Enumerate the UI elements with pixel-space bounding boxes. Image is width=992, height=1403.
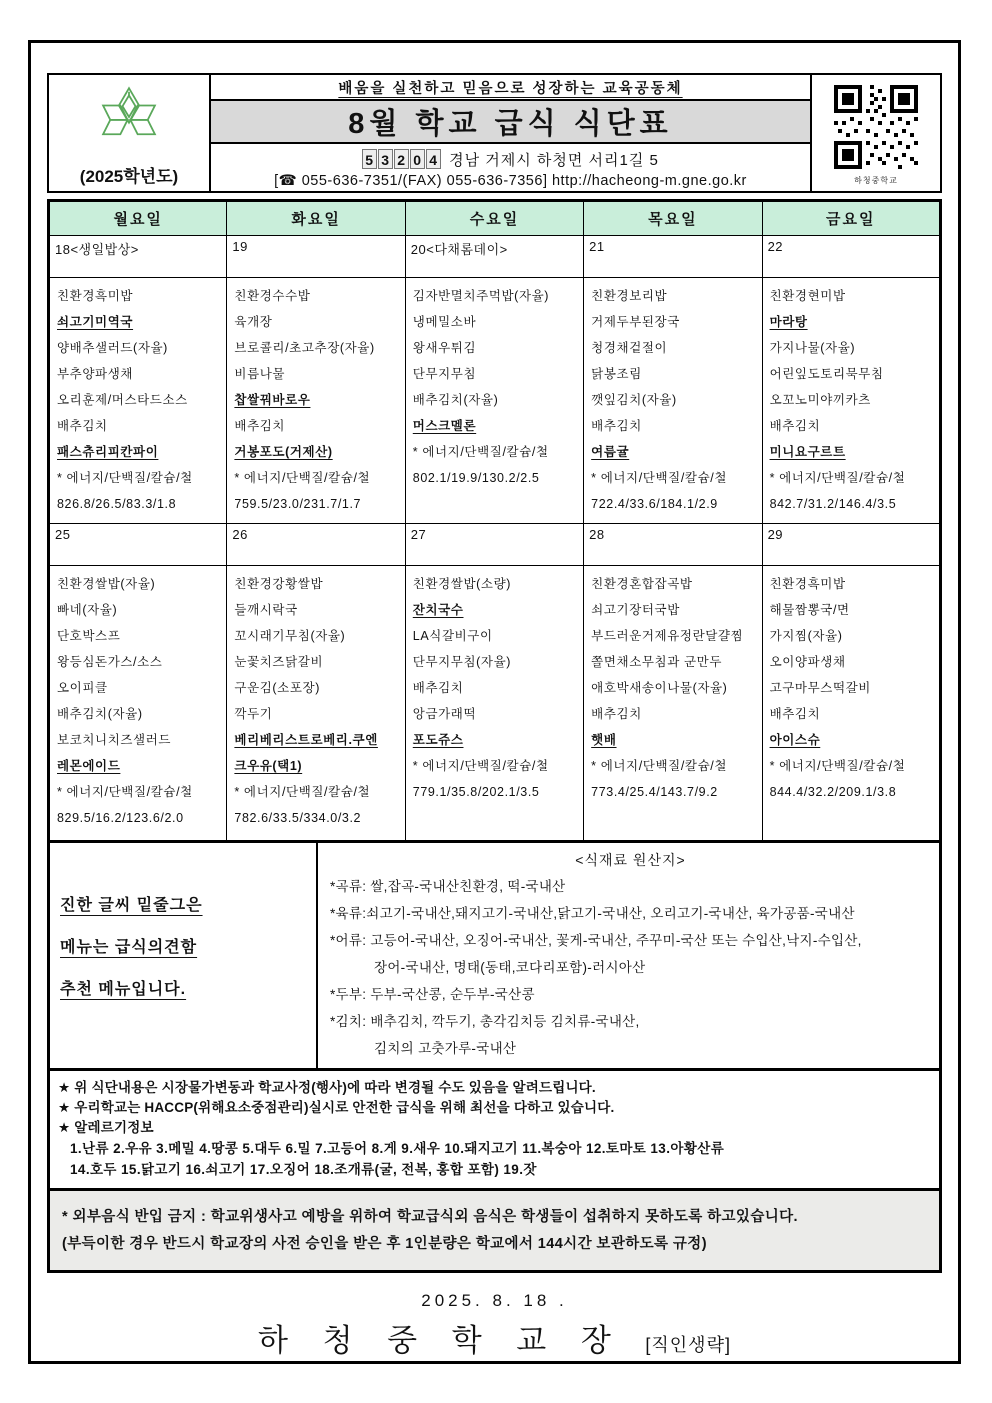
menu-item-recommended: 찹쌀꿔바로우 [234,393,311,407]
menu-table [47,199,942,843]
menu-item: 왕새우튀김 [412,341,477,355]
header-center [211,75,810,191]
warning-line-2: (부득이한 경우 반드시 학교장의 사전 승인을 받은 후 1인분량은 학교에서 144시간 보관하도록 규정) [62,1236,707,1252]
postal-digit: 0 [410,149,425,169]
origin-line: *두부: 두부-국산콩, 순두부-국산콩 [330,987,535,1002]
stamp-omitted-note: [직인생략] [645,1335,731,1355]
menu-item: 773.4/25.4/143.7/9.2 [591,785,718,799]
qr-caption: 하청중학교 [854,175,898,185]
menu-item: 애호박새송이나물(자율) [591,681,728,695]
menu-item: 친환경흑미밥 [769,577,846,591]
menu-item-recommended: 크우유(택1) [234,759,303,773]
menu-item: 쇠고기장터국밥 [591,603,680,617]
origin-line: 장어-국내산, 명태(동태,코다리포함)-러시아산 [374,960,646,975]
menu-item-recommended: 아이스슈 [769,733,821,747]
menu-item: 왕등심돈가스/소스 [57,655,163,669]
origin-line: 김치의 고춧가루-국내산 [374,1041,517,1056]
menu-item: * 에너지/단백질/칼슘/철 [769,471,906,485]
date-cell: 21 [584,236,762,278]
date-cell: 19 [227,236,405,278]
warning-line-1: * 외부음식 반입 금지 : 학교위생사고 예방을 위하여 학교급식외 음식은 학생들이 섭취하지 못하도록 하고있습니다. [62,1209,798,1225]
menu-item: 802.1/19.9/130.2/2.5 [412,471,540,485]
menu-item: 842.7/31.2/146.4/3.5 [769,497,897,511]
note-line: 추천 메뉴입니다. [60,981,187,998]
menu-cell [584,278,762,524]
menu-item: 759.5/23.0/231.7/1.7 [234,497,362,511]
menu-item: * 에너지/단백질/칼슘/철 [57,785,193,799]
menu-item: 배추김치 [591,419,642,433]
menu-item: 친환경현미밥 [769,289,846,303]
menu-item-recommended: 레몬에이드 [57,759,121,773]
origin-details [318,843,939,1068]
school-slogan: 배움을 실천하고 믿음으로 성장하는 교육공동체 [338,80,683,97]
menu-item: * 에너지/단백질/칼슘/철 [591,471,728,485]
menu-item: 해물짬뽕국/면 [769,603,850,617]
day-header: 수요일 [405,201,583,236]
menu-item: 배추김치 [234,419,286,433]
menu-item-recommended: 머스크멜론 [412,419,477,433]
menu-cell [227,566,405,842]
menu-item: 깻잎김치(자율) [591,393,677,407]
menu-cell [49,278,227,524]
menu-item: 오이양파생채 [769,655,846,669]
menu-item: 배추김치 [412,681,464,695]
menu-item: 배추김치 [769,419,821,433]
menu-item: 782.6/33.5/334.0/3.2 [234,811,362,825]
menu-item: 고구마무스떡갈비 [769,681,871,695]
menu-item: 들깨시락국 [234,603,298,617]
menu-item-recommended: 잔치국수 [412,603,464,617]
menu-item: 배추김치(자율) [57,707,143,721]
address-text: 경남 거제시 하청면 서리1길 5 [449,151,659,169]
menu-item: 비름나물 [234,367,286,381]
day-header-row [49,201,941,236]
menu-item: * 에너지/단백질/칼슘/철 [591,759,728,773]
page-title: 8월 학교 급식 식단표 [211,99,810,144]
menu-item: 냉메밀소바 [412,315,477,329]
menu-item: 배추김치 [591,707,642,721]
menu-item: 부드러운거제유정란달걀찜 [591,629,744,643]
menu-item: 829.5/16.2/123.6/2.0 [57,811,184,825]
postal-digit: 2 [394,149,409,169]
recommended-menu-note [50,843,318,1068]
notices-section [47,1071,942,1191]
date-cell: 29 [762,524,940,566]
signature-date: 2025. 8. 18 . [421,1291,568,1310]
menu-item: 친환경흑미밥 [57,289,134,303]
menu-item: 김자반멸치주먹밥(자율) [412,289,550,303]
date-cell: 27 [405,524,583,566]
date-cell: 20<다채롬데이> [405,236,583,278]
menu-item: 보코치니치즈샐러드 [57,733,172,747]
origin-line: *육류:쇠고기-국내산,돼지고기-국내산,닭고기-국내산, 오리고기-국내산, 육가공품-국내산 [330,906,855,921]
menu-item: 꼬시래기무침(자율) [234,629,346,643]
menu-item: 육개장 [234,315,273,329]
menu-item: 쫄면채소무침과 군만두 [591,655,722,669]
menu-item: 722.4/33.6/184.1/2.9 [591,497,718,511]
menu-item-recommended: 패스츄리피칸파이 [57,445,159,459]
menu-item: * 에너지/단백질/칼슘/철 [769,759,906,773]
menu-item: * 에너지/단백질/칼슘/철 [57,471,193,485]
date-cell: 28 [584,524,762,566]
menu-item: 빠네(자율) [57,603,118,617]
menu-cell [227,278,405,524]
date-cell: 25 [49,524,227,566]
menu-row [49,278,941,524]
origin-line: *김치: 배추김치, 깍두기, 총각김치등 김치류-국내산, [330,1014,640,1029]
origin-section [47,843,942,1071]
school-year-label: (2025학년도) [79,167,179,186]
school-logo-icon [93,86,165,148]
menu-item-recommended: 미니요구르트 [769,445,846,459]
menu-cell [405,278,583,524]
menu-item: 부추양파생채 [57,367,134,381]
qr-code-icon [830,81,922,173]
menu-item: 친환경쌀밥(소량) [412,577,512,591]
menu-item: * 에너지/단백질/칼슘/철 [234,471,371,485]
day-header: 금요일 [762,201,940,236]
menu-item: 앙금가래떡 [412,707,477,721]
day-header: 월요일 [49,201,227,236]
day-header: 목요일 [584,201,762,236]
menu-item: 청경채겉절이 [591,341,668,355]
menu-item: 배추김치 [769,707,821,721]
menu-item: 가지나물(자율) [769,341,856,355]
menu-item-recommended: 쇠고기미역국 [57,315,134,329]
menu-item-recommended: 포도쥬스 [412,733,464,747]
date-cell: 22 [762,236,940,278]
allergy-info-line: 14.호두 15.닭고기 16.쇠고기 17.오징어 18.조개류(굴, 전복, 홍합 포함) 19.잣 [70,1162,537,1177]
menu-item: 양배추샐러드(자율) [57,341,168,355]
menu-row [49,566,941,842]
notice-line: ★ 위 식단내용은 시장물가변동과 학교사정(행사)에 따라 변경될 수도 있음을 알려드립니다. [58,1080,596,1095]
document-header [47,73,942,193]
origin-line: *어류: 고등어-국내산, 오징어-국내산, 꽃게-국내산, 주꾸미-국산 또는 수입산,낙지-수입산, [330,933,862,948]
menu-item-recommended: 여름귤 [591,445,630,459]
menu-cell [405,566,583,842]
postal-digit: 5 [362,149,377,169]
menu-item: * 에너지/단백질/칼슘/철 [412,445,549,459]
menu-item: 친환경강황쌀밥 [234,577,324,591]
qr-cell [810,75,940,191]
origin-title: <식재료 원산지> [575,852,686,868]
menu-item: 친환경혼합잡곡밥 [591,577,693,591]
date-cell: 26 [227,524,405,566]
menu-item: 오꼬노미야끼카츠 [769,393,871,407]
date-cell: 18<생일밥상> [49,236,227,278]
document-page [28,40,961,1364]
origin-line: *곡류: 쌀,잡곡-국내산친환경, 떡-국내산 [330,879,566,894]
menu-item: 깍두기 [234,707,273,721]
menu-item: 닭봉조림 [591,367,642,381]
menu-item-recommended: 마라탕 [769,315,808,329]
menu-cell [49,566,227,842]
menu-item: 배추김치 [57,419,108,433]
menu-item: 오이피클 [57,681,108,695]
menu-item: LA식갈비구이 [412,629,493,643]
date-row [49,236,941,278]
note-line: 메뉴는 급식의견함 [60,939,198,956]
menu-item: 가지찜(자율) [769,629,843,643]
notice-line: ★ 알레르기정보 [58,1120,154,1135]
postal-digit: 3 [378,149,393,169]
allergy-info-line: 1.난류 2.우유 3.메밀 4.땅콩 5.대두 6.밀 7.고등어 8.게 9.새우 10.돼지고기 11.복숭아 12.토마토 13.아황산류 [70,1141,725,1156]
menu-item-recommended: 햇배 [591,733,617,747]
menu-item: 826.8/26.5/83.3/1.8 [57,497,177,511]
postal-digit: 4 [426,149,441,169]
menu-item: * 에너지/단백질/칼슘/철 [234,785,371,799]
notice-line: ★ 우리학교는 HACCP(위해요소중점관리)실시로 안전한 급식을 위해 최선을 다하고 있습니다. [58,1100,615,1115]
menu-item-recommended: 거봉포도(거제산) [234,445,333,459]
school-logo-cell [49,75,211,191]
menu-item: 친환경수수밥 [234,289,311,303]
outside-food-warning [47,1191,942,1273]
menu-item: 눈꽃치즈닭갈비 [234,655,324,669]
menu-item: 어린잎도토리묵무침 [769,367,884,381]
day-header: 화요일 [227,201,405,236]
menu-item: 배추김치(자율) [412,393,499,407]
menu-item: 브로콜리/초고추장(자율) [234,341,375,355]
address-line [211,148,810,170]
menu-item: * 에너지/단백질/칼슘/철 [412,759,549,773]
menu-cell [762,566,940,842]
menu-item: 오리훈제/머스타드소스 [57,393,188,407]
menu-item: 779.1/35.8/202.1/3.5 [412,785,540,799]
postal-code [362,149,441,169]
menu-item: 단무지무침(자율) [412,655,512,669]
contact-line: [☎ 055-636-7351/(FAX) 055-636-7356] http://hacheong-m.gne.go.kr [274,172,747,189]
note-line: 진한 글씨 밑줄그은 [60,897,203,914]
menu-cell [762,278,940,524]
menu-item: 단호박스프 [57,629,121,643]
menu-item: 친환경보리밥 [591,289,668,303]
signature-block [47,1291,942,1360]
menu-item: 구운김(소포장) [234,681,320,695]
menu-cell [584,566,762,842]
menu-item-recommended: 베리베리스트로베리.쿠엔 [234,733,378,747]
principal-title: 하 청 중 학 교 장 [직인생략] [258,1323,731,1358]
menu-item: 단무지무침 [412,367,477,381]
menu-item: 친환경쌀밥(자율) [57,577,156,591]
menu-item: 844.4/32.2/209.1/3.8 [769,785,897,799]
date-row [49,524,941,566]
menu-item: 거제두부된장국 [591,315,680,329]
